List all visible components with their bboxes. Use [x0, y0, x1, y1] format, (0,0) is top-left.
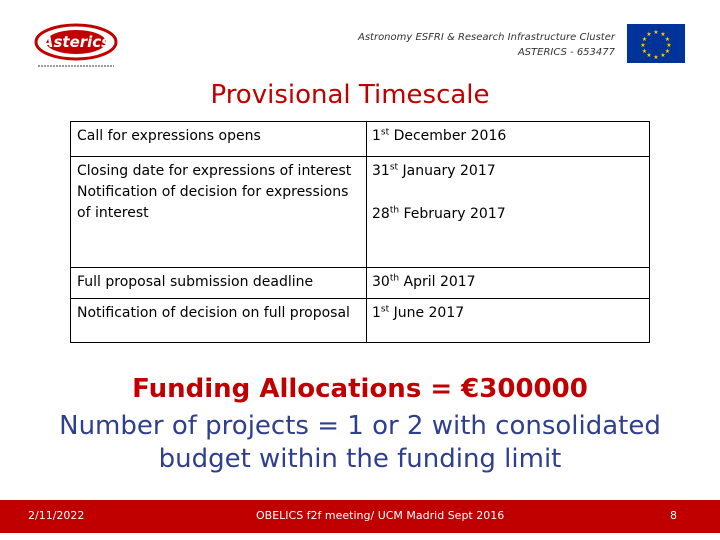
timescale-table — [70, 121, 650, 343]
row-date — [367, 157, 650, 268]
svg-text:★: ★ — [646, 52, 652, 59]
svg-text:★: ★ — [660, 52, 666, 59]
footer-event: OBELICS f2f meeting/ UCM Madrid Sept 2016 — [256, 509, 505, 522]
svg-text:★: ★ — [641, 36, 648, 43]
svg-text:★: ★ — [641, 48, 648, 55]
svg-text:★: ★ — [640, 42, 646, 49]
row-label: Notification of decision on full proposal — [71, 299, 367, 343]
svg-text:★: ★ — [660, 31, 666, 38]
row-date: 30th April 2017 — [367, 268, 650, 299]
row-date: 1st June 2017 — [367, 299, 650, 343]
svg-text:★: ★ — [646, 31, 652, 38]
svg-text:★: ★ — [664, 48, 671, 55]
label-closing: Closing date for expressions of interest — [77, 163, 352, 179]
svg-text:★: ★ — [653, 29, 659, 36]
page-number: 8 — [670, 509, 677, 522]
slide-title: Provisional Timescale — [210, 80, 490, 110]
date-notification: 28th February 2017 — [372, 205, 506, 222]
logo-text: Asterics — [41, 33, 111, 51]
row-date: 1st December 2016 — [367, 122, 650, 157]
label-notification: Notification of decision for expressions of interest — [77, 184, 349, 221]
svg-text:★: ★ — [653, 54, 659, 61]
asterics-logo — [30, 16, 122, 72]
svg-text:★: ★ — [664, 36, 671, 43]
table-row — [71, 268, 650, 299]
header-text — [358, 30, 615, 60]
projects-line-2: budget within the funding limit — [158, 444, 562, 474]
header-line-2: ASTERICS - 653477 — [517, 47, 615, 58]
footer-date: 2/11/2022 — [28, 509, 85, 522]
table-row — [71, 157, 650, 268]
row-label — [71, 157, 367, 268]
header-line-1: Astronomy ESFRI & Research Infrastructure Cluster — [357, 32, 615, 43]
footer-bar — [0, 500, 720, 533]
projects-line-1: Number of projects = 1 or 2 with consolidated — [59, 411, 661, 441]
eu-flag-icon — [627, 24, 685, 63]
table-row — [71, 299, 650, 343]
table-row — [71, 122, 650, 157]
projects-text — [0, 410, 720, 476]
date-closing: 31st January 2017 — [372, 162, 496, 179]
svg-text:★: ★ — [666, 42, 672, 49]
row-label: Call for expressions opens — [71, 122, 367, 157]
row-label: Full proposal submission deadline — [71, 268, 367, 299]
funding-allocations: Funding Allocations = €300000 — [132, 374, 588, 404]
